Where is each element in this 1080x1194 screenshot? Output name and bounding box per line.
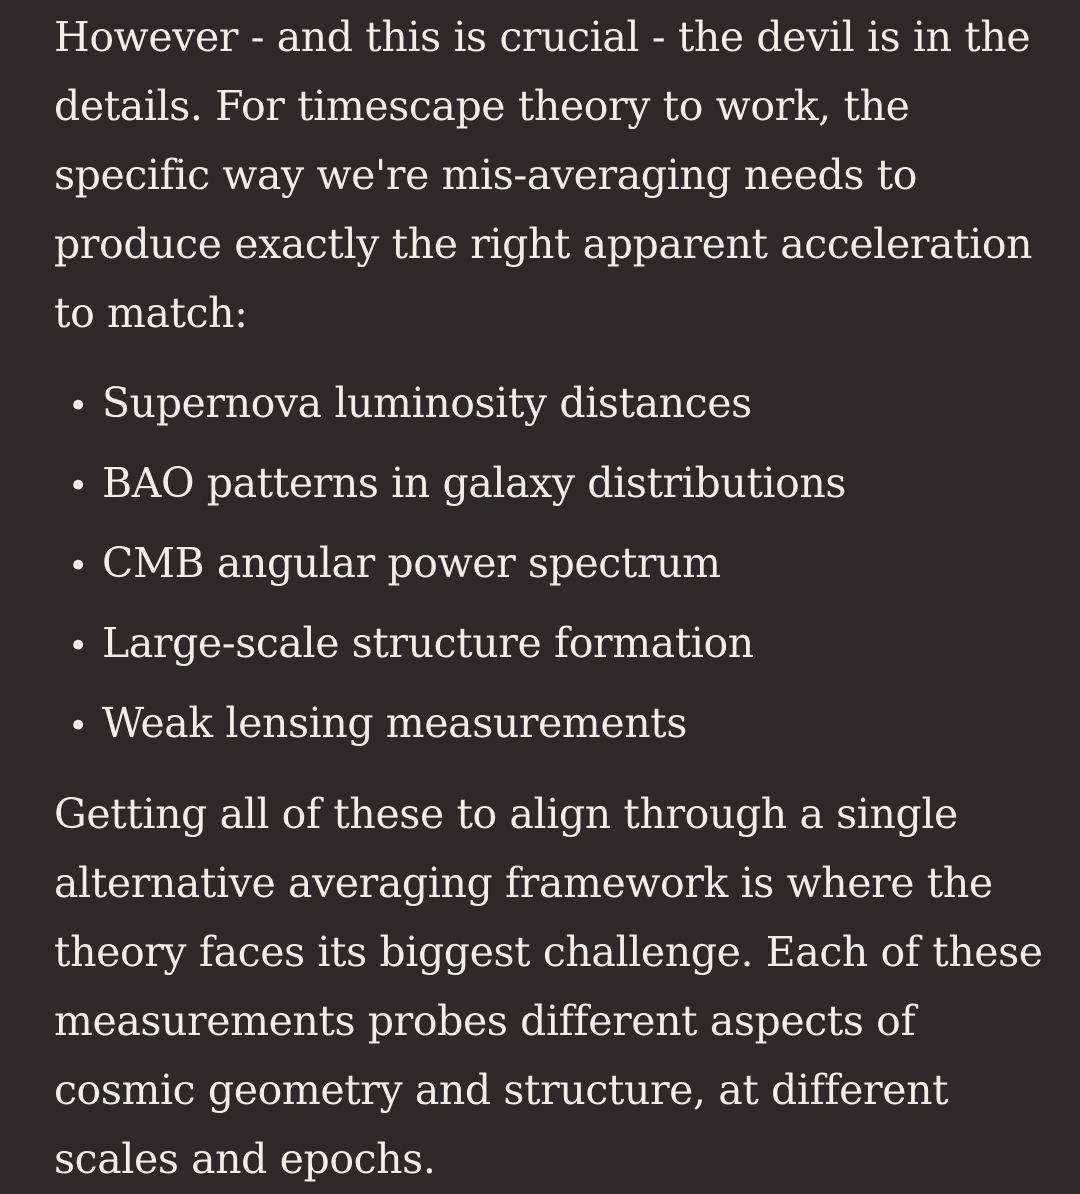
list-item [54, 529, 1044, 609]
list-item [54, 609, 1044, 689]
list-item-text: CMB angular power spectrum [102, 539, 721, 587]
list-item-text: Supernova luminosity distances [102, 379, 752, 427]
list-item [54, 449, 1044, 529]
bullet-icon: • [68, 706, 88, 746]
list-item-text: Weak lensing measurements [102, 699, 687, 747]
list-item-text: Large-scale structure formation [102, 619, 754, 667]
list-item-text: BAO patterns in galaxy distributions [102, 459, 847, 507]
list-item [54, 689, 1044, 769]
bullet-icon: • [68, 386, 88, 426]
list-item [54, 369, 1044, 449]
observations-list [54, 369, 1044, 769]
bullet-icon: • [68, 546, 88, 586]
paragraph-conclusion: Getting all of these to align through a single alternative averaging framework is where the theory faces its biggest challenge. Each of these measurements probes different aspects of cosmic geometry and structure, at different scales and epochs. [54, 790, 1043, 1183]
paragraph-intro: However - and this is crucial - the devil is in the details. For timescape theory to work, the specific way we're mis-averaging needs to produce exactly the right apparent acceleration to match: [54, 13, 1033, 337]
bullet-icon: • [68, 466, 88, 506]
bullet-icon: • [68, 626, 88, 666]
